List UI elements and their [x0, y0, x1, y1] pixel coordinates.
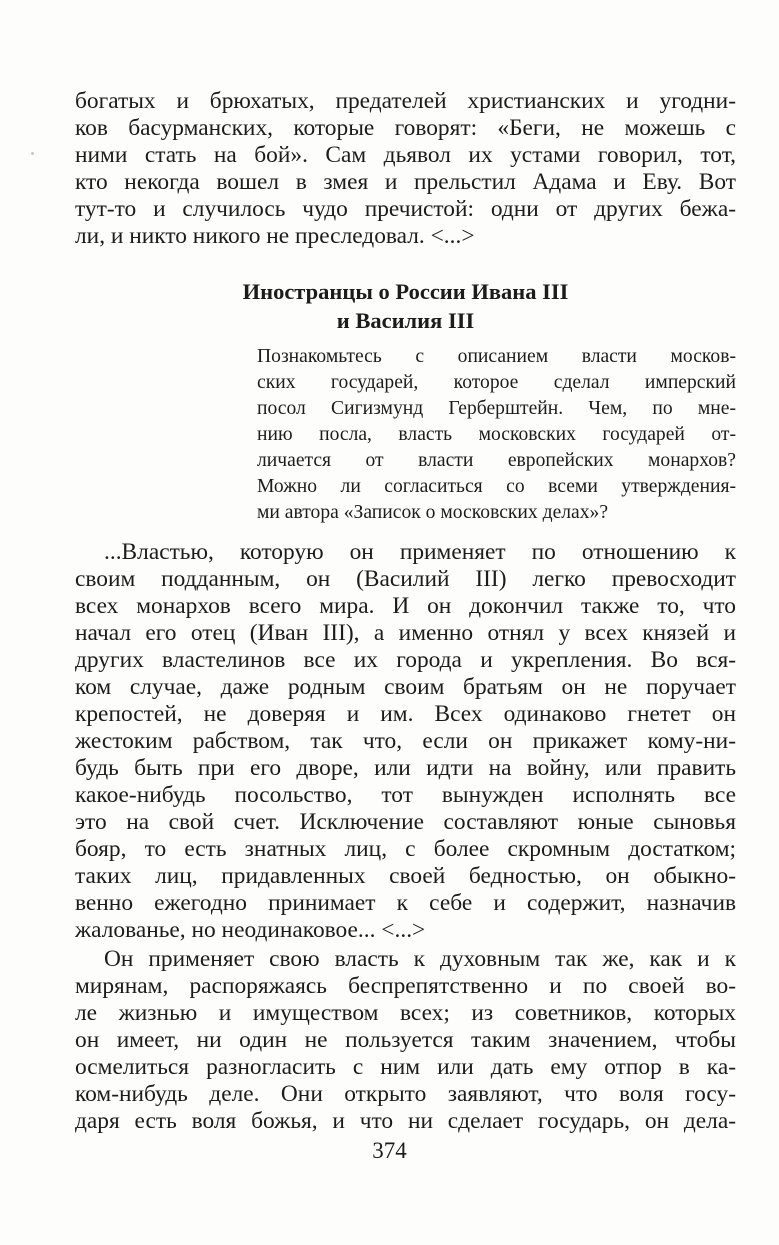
text-line: будь быть при его дворе, или идти на войну, или править — [75, 755, 736, 781]
text-line: ле жизнью и имуществом всех; из советников, которых — [75, 1000, 736, 1026]
text-line: это на свой счет. Исключение составляют юные сыновья — [75, 809, 736, 835]
task-line: ских государей, которое сделал имперский — [257, 372, 736, 393]
text-line: ...Властью, которую он применяет по отношению к — [104, 539, 736, 565]
task-line: Познакомьтесь с описанием власти москов- — [257, 346, 736, 367]
text-line: он имеет, ни один не пользуется таким значением, чтобы — [75, 1027, 736, 1053]
paper-speck — [31, 152, 34, 155]
text-line: всех монархов всего мира. И он докончил также то, что — [75, 593, 736, 619]
task-line: нию посла, власть московских государей от- — [257, 424, 736, 445]
text-line: ними стать на бой». Сам дьявол их устами говорил, тот, — [75, 142, 736, 168]
text-line: какое-нибудь посольство, тот вынужден исполнять все — [75, 782, 736, 808]
text-line: мирянам, распоряжаясь беспрепятственно и по своей во- — [75, 973, 736, 999]
text-line: даря есть воля божья, и что ни сделает государь, он дела- — [75, 1108, 736, 1134]
text-line: венно ежегодно принимает к себе и содержит, назначив — [75, 890, 736, 916]
task-line: личается от власти европейских монархов? — [257, 450, 736, 471]
text-line: ков басурманских, которые говорят: «Беги, не можешь с — [75, 115, 736, 141]
text-line: осмелиться разногласить с ним или дать ему отпор в ка- — [75, 1054, 736, 1080]
text-line: жалованье, но неодинаковое... <...> — [75, 917, 426, 943]
text-line: крепостей, не доверяя и им. Всех одинаково гнетет он — [75, 701, 736, 727]
text-line: ком случае, даже родным своим братьям он не поручает — [75, 674, 736, 700]
text-line: кто некогда вошел в змея и прельстил Адама и Еву. Вот — [75, 169, 736, 195]
heading-line: Иностранцы о России Ивана III — [242, 279, 569, 304]
text-line: других властелинов все их города и укрепления. Во вся- — [75, 647, 736, 673]
text-line: тут-то и случилось чудо пречистой: одни от других бежа- — [75, 196, 736, 222]
text-line: Он применяет свою власть к духовным так же, как и к — [104, 946, 736, 972]
text-line: своим подданным, он (Василий III) легко превосходит — [75, 566, 736, 592]
heading-line: и Василия III — [336, 308, 475, 333]
text-line: жестоким рабством, так что, если он прикажет кому-ни- — [75, 728, 736, 754]
text-line: бояр, то есть знатных лиц, с более скромным достатком; — [75, 836, 736, 862]
text-line: ком-нибудь деле. Они открыто заявляют, что воля госу- — [75, 1081, 736, 1107]
text-line: богатых и брюхатых, предателей христианских и угодни- — [75, 88, 736, 114]
text-line: начал его отец (Иван III), а именно отнял у всех князей и — [75, 620, 736, 646]
text-line: таких лиц, придавленных своей бедностью, он обыкно- — [75, 863, 736, 889]
task-line: посол Сигизмунд Герберштейн. Чем, по мне- — [257, 398, 736, 419]
task-line: Можно ли согласиться со всеми утверждения- — [257, 476, 736, 497]
text-line: ли, и никто никого не преследовал. <...> — [75, 223, 475, 249]
task-line: ми автора «Записок о московских делах»? — [257, 502, 609, 523]
page-number: 374 — [372, 1138, 407, 1163]
